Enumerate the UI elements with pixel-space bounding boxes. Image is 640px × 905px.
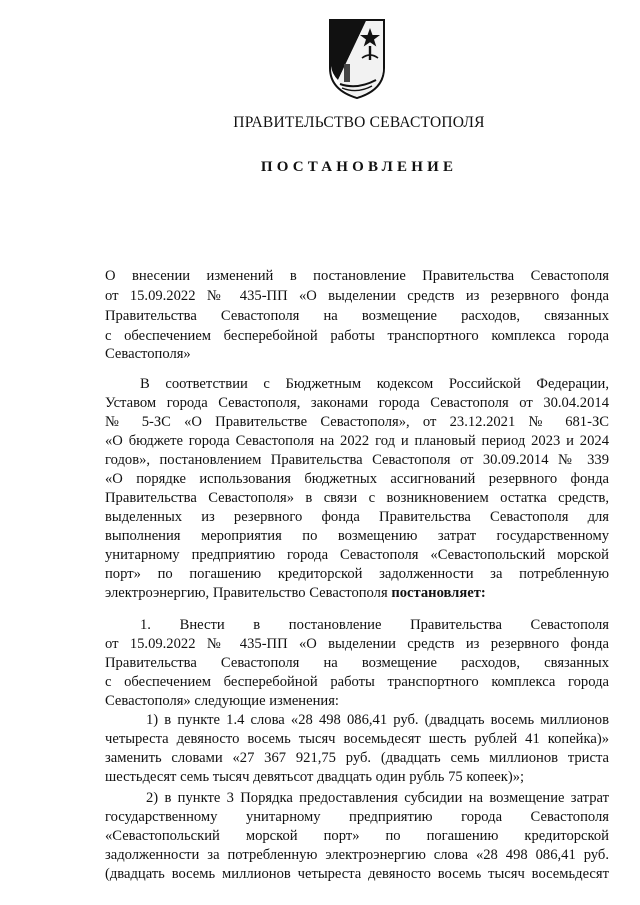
subitem-line: задолженности за потребленную электроэнергию слова «28 498 086,41 руб. xyxy=(105,847,609,863)
preamble-line: В соответствии с Бюджетным кодексом Российской Федерации, xyxy=(140,376,609,392)
subitem-line: четыреста девяносто восемь тысяч восемьдесят шесть рублей 41 копейка)» xyxy=(105,731,609,747)
preamble-line: «О бюджете города Севастополя на 2022 год и плановый период 2023 и 2024 xyxy=(105,433,609,449)
subitem-line: «Севастопольский морской порт» по погашению кредиторской xyxy=(105,828,609,844)
doc-type: ПОСТАНОВЛЕНИЕ xyxy=(260,159,458,175)
org-name: ПРАВИТЕЛЬСТВО СЕВАСТОПОЛЯ xyxy=(233,114,485,131)
resolves-keyword: постановляет: xyxy=(391,585,486,601)
title-line: от 15.09.2022 № 435-ПП «О выделении средств из резервного фонда xyxy=(105,288,609,304)
item-line: 1. Внести в постановление Правительства Севастополя xyxy=(140,617,609,633)
preamble-line: «О порядке использования бюджетных ассигнований резервного фонда xyxy=(105,471,609,487)
preamble-line: порт» по погашению кредиторской задолженности за потребленную xyxy=(105,566,609,582)
subitem-line: шестьдесят семь тысяч девятьсот двадцать один рубль 75 копеек)»; xyxy=(105,769,525,785)
title-line: О внесении изменений в постановление Правительства Севастополя xyxy=(105,268,609,284)
subitem-line: заменить словами «27 367 921,75 руб. (двадцать семь миллионов триста xyxy=(105,750,609,766)
item-line: от 15.09.2022 № 435-ПП «О выделении средств из резервного фонда xyxy=(105,636,609,652)
subitem-line: 2) в пункте 3 Порядка предоставления субсидии на возмещение затрат xyxy=(146,790,609,806)
preamble-line: № 5-ЗС «О Правительстве Севастополя», от 23.12.2021 № 681-ЗС xyxy=(105,414,609,430)
preamble-last-line xyxy=(105,584,609,602)
preamble-text: электроэнергию, Правительство Севастополя xyxy=(105,585,388,601)
preamble-line: унитарному предприятию города Севастополя «Севастопольский морской xyxy=(105,547,609,563)
item-line: Севастополя» следующие изменения: xyxy=(105,693,339,709)
item-line: с обеспечением бесперебойной работы транспортного комплекса города xyxy=(105,674,609,690)
preamble-line: Правительства Севастополя» в связи с возникновением остатка средств, xyxy=(105,490,609,506)
preamble-line: годов», постановлением Правительства Севастополя от 30.09.2014 № 339 xyxy=(105,452,609,468)
preamble-line: выделенных из резервного фонда Правительства Севастополя для xyxy=(105,509,609,525)
preamble-line: выполнения мероприятия по возмещению затрат государственному xyxy=(105,528,609,544)
item-line: Правительства Севастополя на возмещение расходов, связанных xyxy=(105,655,609,671)
subitem-line: 1) в пункте 1.4 слова «28 498 086,41 руб. (двадцать восемь миллионов xyxy=(146,712,609,728)
preamble-line: Уставом города Севастополя, законами города Севастополя от 30.04.2014 xyxy=(105,395,609,411)
subitem-line: (двадцать восемь миллионов четыреста девяносто восемь тысяч восемьдесят xyxy=(105,866,609,882)
title-line: Правительства Севастополя на возмещение расходов, связанных xyxy=(105,308,609,324)
title-line: с обеспечением бесперебойной работы транспортного комплекса города xyxy=(105,328,609,344)
subitem-line: государственному унитарному предприятию города Севастополя xyxy=(105,809,609,825)
coat-of-arms-icon xyxy=(326,18,388,100)
title-line: Севастополя» xyxy=(105,346,191,362)
